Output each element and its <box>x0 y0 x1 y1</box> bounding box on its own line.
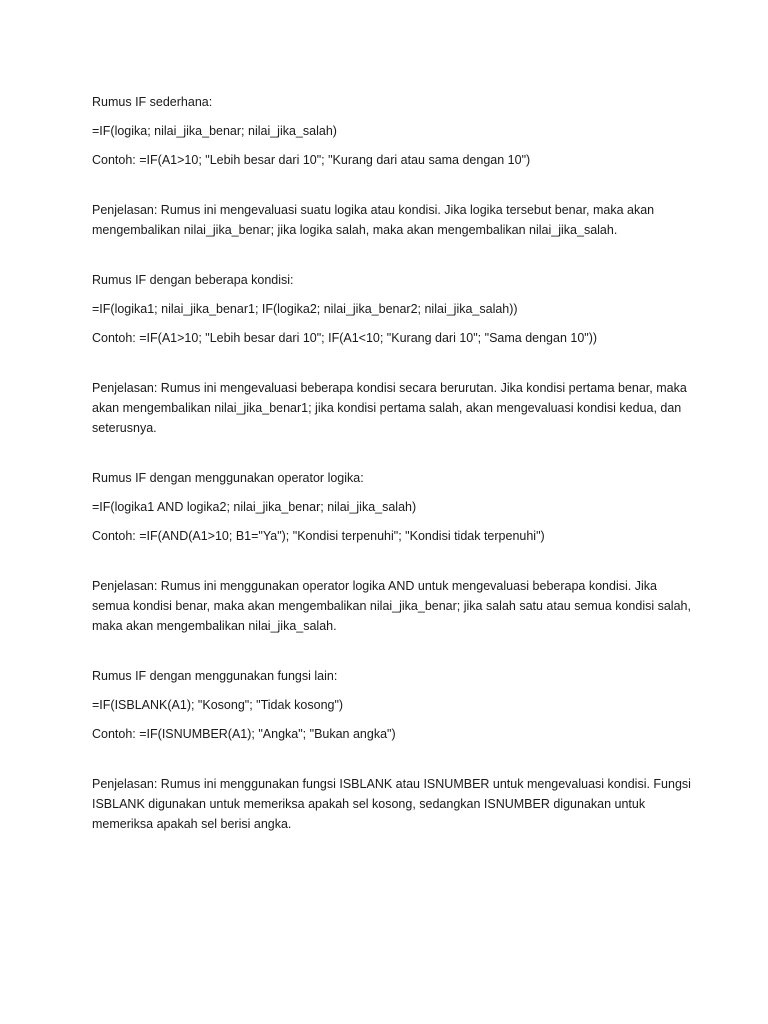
explanation-paragraph: Penjelasan: Rumus ini mengevaluasi beberapa kondisi secara berurutan. Jika kondisi pertama benar, maka akan mengembalikan nilai_jika_benar1; jika kondisi pertama salah, akan mengevaluasi kondisi kedua, dan seterusnya. <box>92 381 687 435</box>
section-if-logic-operator <box>92 468 692 636</box>
section-heading: Rumus IF dengan menggunakan fungsi lain: <box>92 669 338 683</box>
example-text: Contoh: =IF(ISNUMBER(A1); "Angka"; "Bukan angka") <box>92 727 396 741</box>
formula-text: =IF(logika; nilai_jika_benar; nilai_jika_salah) <box>92 124 337 138</box>
example-text: Contoh: =IF(AND(A1>10; B1="Ya"); "Kondisi terpenuhi"; "Kondisi tidak terpenuhi") <box>92 529 545 543</box>
explanation-paragraph: Penjelasan: Rumus ini mengevaluasi suatu logika atau kondisi. Jika logika tersebut benar, maka akan mengembalikan nilai_jika_benar; jika logika salah, maka akan mengembalikan nilai_jika_salah. <box>92 203 655 237</box>
section-heading: Rumus IF dengan beberapa kondisi: <box>92 273 294 287</box>
document-page <box>92 92 692 834</box>
section-if-multiple-conditions <box>92 270 692 438</box>
section-heading: Rumus IF sederhana: <box>92 95 213 109</box>
formula-text: =IF(logika1 AND logika2; nilai_jika_benar; nilai_jika_salah) <box>92 500 417 514</box>
section-if-other-functions <box>92 666 692 834</box>
explanation-paragraph: Penjelasan: Rumus ini menggunakan operator logika AND untuk mengevaluasi beberapa kondisi. Jika semua kondisi benar, maka akan mengembalikan nilai_jika_benar; jika salah satu atau semua kondisi salah, maka akan mengembalikan nilai_jika_salah. <box>92 579 691 633</box>
formula-text: =IF(ISBLANK(A1); "Kosong"; "Tidak kosong") <box>92 698 344 712</box>
formula-text: =IF(logika1; nilai_jika_benar1; IF(logika2; nilai_jika_benar2; nilai_jika_salah)) <box>92 302 518 316</box>
section-heading: Rumus IF dengan menggunakan operator logika: <box>92 471 364 485</box>
example-text: Contoh: =IF(A1>10; "Lebih besar dari 10"; IF(A1<10; "Kurang dari 10"; "Sama dengan 10")) <box>92 331 598 345</box>
section-if-simple <box>92 92 692 240</box>
example-text: Contoh: =IF(A1>10; "Lebih besar dari 10"; "Kurang dari atau sama dengan 10") <box>92 153 531 167</box>
explanation-paragraph: Penjelasan: Rumus ini menggunakan fungsi ISBLANK atau ISNUMBER untuk mengevaluasi kondisi. Fungsi ISBLANK digunakan untuk memeriksa apakah sel kosong, sedangkan ISNUMBER digunakan untuk memeriksa apakah sel berisi angka. <box>92 777 691 831</box>
